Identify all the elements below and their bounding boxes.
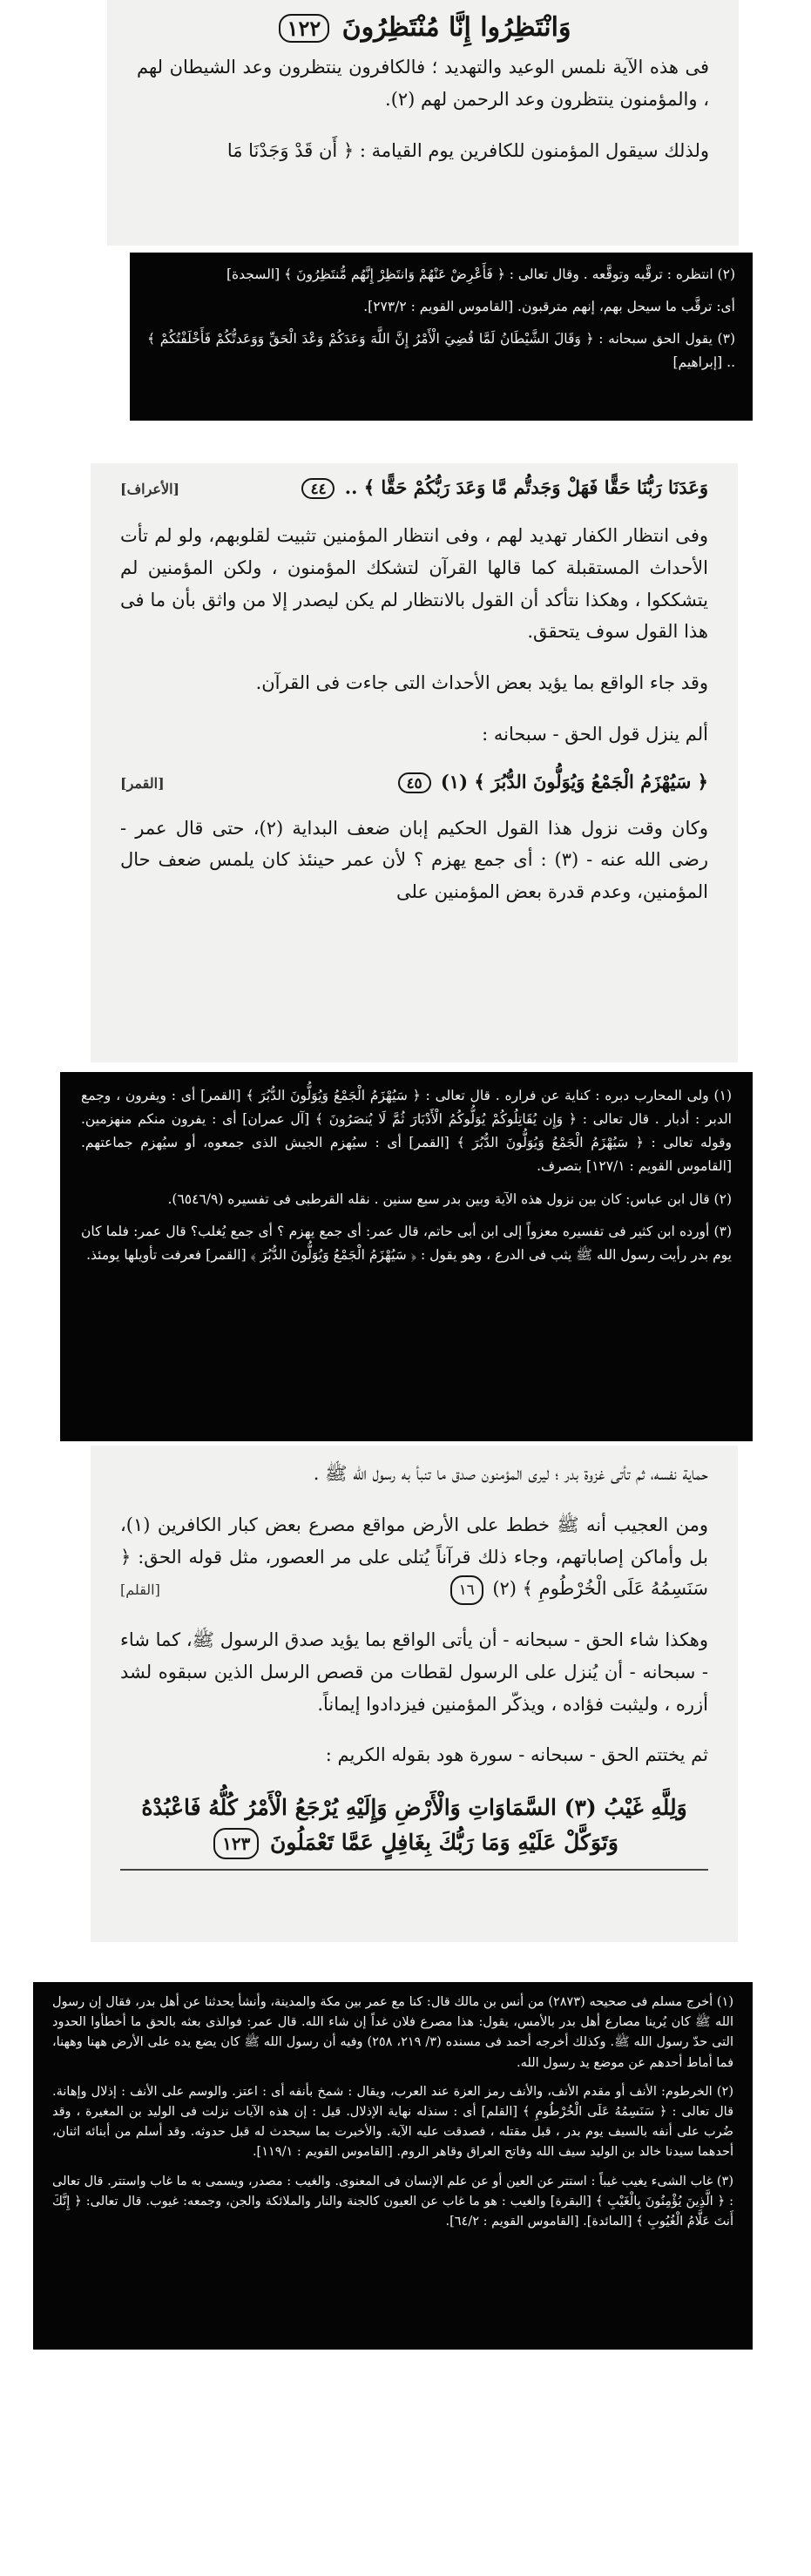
closing-verse: وَلِلَّهِ غَيْبُ (٣) السَّمَاوَاتِ وَالْأَرْضِ وَإِلَيْهِ يُرْجَعُ الْأَمْرُ كُلُّهُ فَاعْبُدْهُ وَتَوَكَّلْ عَلَيْهِ وَمَا رَبُّكَ بِغَافِلٍ عَمَّا تَعْمَلُونَ ١٢٣: [120, 1790, 708, 1860]
paragraph: ثم يختتم الحق - سبحانه - سورة هود بقوله الكريم :: [325, 1744, 708, 1766]
footnote: (٣) أورده ابن كثير فى تفسيره معزواً إلى ابن أبى حاتم، قال عمر: أى جمع يهزم ؟ أى جمع يُغلب؟ قال عمر: فلما كان يوم بدر رأيت رسول الله ﷺ يثب فى الدرع ، وهو يقول : ﴿ سَيُهْزَمُ الْجَمْعُ وَيُوَلُّونَ الدُّبُرَ ﴾ [القمر] فعرفت تأويلها يومئذ.: [81, 1223, 732, 1263]
verse-line: وَعَدَنَا رَبُّنَا حَقًّا فَهَلْ وَجَدتُّم مَّا وَعَدَ رَبُّكُمْ حَقًّا ﴾ .. ٤٤ [الأعراف]: [120, 476, 708, 498]
paragraph: فى هذه الآية نلمس الوعيد والتهديد ؛ فالكافرون ينتظرون وعد الشيطان لهم ، والمؤمنون ينتظرون وعد الرحمن لهم (٢).: [137, 57, 709, 110]
surah-reference: [الأعراف]: [120, 481, 180, 497]
page-scan-middle: [91, 463, 738, 1062]
verse-number: ١٢٣: [213, 1828, 259, 1859]
footnote: (٢) قال ابن عباس: كان بين نزول هذه الآية وبين بدر سبع سنين . نقله القرطبى فى تفسيره (٦٥٤٦/٩).: [167, 1190, 732, 1207]
verse-number: ١٦: [450, 1575, 483, 1604]
verse-heading: وَانْتَظِرُوا إِنَّا مُنْتَظِرُونَ ١٢٢: [137, 12, 709, 43]
page-scan-bottom: [91, 1446, 738, 1942]
footnote: أى: ترقَّب ما سيحل بهم، إنهم مترقبون. [القاموس القويم : ٢٧٣/٢].: [363, 299, 735, 315]
paragraph: وكان وقت نزول هذا القول الحكيم إبان ضعف البداية (٢)، حتى قال عمر - رضى الله عنه - (٣) : أى جمع يهزم ؟ لأن عمر حينئذ كان يلمس ضعف حال المؤمنين، وعدم قدرة بعض المؤمنين على: [120, 817, 709, 902]
footnotes-box: [60, 1072, 753, 1441]
paragraph: حماية نفسه، ثم تأتى غزوة بدر ؛ ليرى المؤمنون صدق ما تنبأ به رسول الله ﷺ .: [313, 1463, 708, 1484]
page-scan-top: [107, 0, 739, 246]
surah-reference: [القلم]: [120, 1581, 160, 1599]
paragraph: وفى انتظار الكفار تهديد لهم ، وفى انتظار المؤمنين تثبيت لقلوبهم، ولو لم تأت الأحداث المستقبلة كما قالها القرآن لتشكك المؤمنون ، ولكن المؤمنين لم يتشككوا ، وهكذا نتأكد أن القول بالانتظار لم يكن ليصدر إلا من واثق بأن ما فى هذا القول سوف يتحقق.: [120, 525, 708, 643]
paragraph: ألم ينزل قول الحق - سبحانه :: [482, 723, 708, 745]
footnote: (٢) الخرطوم: الأنف أو مقدم الأنف، والأنف رمز العزة عند العرب، ويقال : شمخ بأنفه أى : اعتز. والوسم على الأنف : إذلال وإهانة. قال تعالى : ﴿ سَنَسِمُهُ عَلَى الْخُرْطُومِ ﴾ [القلم] أى : سنذله نهاية الإذلال. قيل : إن هذه الآيات نزلت فى الوليد بن المغيرة ، وقد ضُرب على أنفه بالسيف يوم بدر ، قبل مقتله ، فصدقت عليه الآية. والأخبرت بما سيحدث له قبل حدوثه. وقد أسلم من أبنائه اثنان، أحدهما سيدنا خالد بن الوليد سيف الله وفاتح العراق وقاهر الروم. [القاموس القويم : ١١٩/١].: [52, 2084, 733, 2160]
footnote: (١) ولى المحارب دبره : كناية عن فراره . قال تعالى : ﴿ سَيُهْزَمُ الْجَمْعُ وَيُوَلُّونَ الدُّبُرَ ﴾ [القمر] أى : ويفرون ، وجمع الدبر : أدبار . قال تعالى : ﴿ وَإِن يُقَاتِلُوكُمْ يُوَلُّوكُمُ الْأَدْبَارَ ثُمَّ لَا يُنصَرُونَ ﴾ [آل عمران] أى : يفرون منكم منهزمين. وقوله تعالى : ﴿ سَيُهْزَمُ الْجَمْعُ وَيُوَلُّونَ الدُّبُرَ ﴾ [القمر] أى : سيُهزم الجيش الذى جمعوه، أو سيُهزم جماعتهم. [القاموس القويم : ١٢٧/١] بتصرف.: [81, 1088, 732, 1175]
paragraph: ولذلك سيقول المؤمنون للكافرين يوم القيامة : ﴿ أَن قَدْ وَجَدْنَا مَا: [226, 139, 709, 161]
surah-reference: [القمر]: [120, 774, 165, 792]
paragraph: وهكذا شاء الحق - سبحانه - أن يأتى الواقع بما يؤيد صدق الرسول ﷺ، كما شاء - سبحانه - أن يُنزل على الرسول لقطات من قصص الرسل الذين سبقوه لشد أزره ، وليثبت فؤاده ، ويذكّر المؤمنين فيزدادوا إيماناً.: [120, 1629, 708, 1715]
paragraph: ومن العجيب أنه ﷺ خطط على الأرض مواقع مصرع بعض كبار الكافرين (١)، بل وأماكن إصاباتهم، وجاء ذلك قرآناً يُتلى على مر العصور، مثل قوله الحق: ﴿ سَنَسِمُهُ عَلَى الْخُرْطُومِ ﴾ (٢) ١٦ [القلم]: [120, 1509, 708, 1605]
footnote: (٢) انتظره : ترقَّبه وتوقَّعه . وقال تعالى : ﴿ فَأَعْرِضْ عَنْهُمْ وَانتَظِرْ إِنَّهُم مُّنتَظِرُونَ ﴾ [السجدة]: [226, 266, 735, 282]
footnote-divider: [120, 1869, 708, 1871]
verse-number: ٤٥: [398, 772, 431, 793]
verse-number: ١٢٢: [279, 14, 330, 43]
footnotes-box: [130, 253, 753, 421]
footnote: (٣) غاب الشىء يغيب غيباً : استتر عن العين أو عن علم الإنسان فى المعنوى. والغيب : مصدر، ويسمى به ما غاب واستتر. قال تعالى : ﴿ الَّذِينَ يُؤْمِنُونَ بِالْغَيْبِ ﴾ [البقرة] والغيب : هو ما غاب عن العيون كالجنة والنار والملائكة والجن، وجمعه: غيوب. قال تعالى: ﴿ إِنَّكَ أَنتَ عَلَّامُ الْغُيُوبِ ﴾ [المائدة]. [القاموس القويم : ٦٤/٢].: [52, 2174, 733, 2229]
footnote: (١) أخرج مسلم فى صحيحه (٢٨٧٣) من أنس بن مالك قال: كنا مع عمر بين مكة والمدينة، وأنشأ يحدثنا عن أهل بدر، فقال إن رسول الله ﷺ كان يُرينا مصارع أهل بدر بالأمس، يقول: هذا مصرع فلان غداً إن شاء الله. قال عمر: فوالذى بعثه بالحق ما أخطأوا الحدود التى حدّ رسول الله ﷺ. وكذلك أخرجه أحمد فى مسنده (٣/ ٢١٩، ٢٥٨) وفيه أن رسول الله ﷺ كان يضع يده على الأرض ههنا وههنا، فما أماط أحدهم عن موضع يد رسول الله.: [52, 1995, 734, 2070]
verse-line: ﴿ سَيُهْزَمُ الْجَمْعُ وَيُوَلُّونَ الدُّبُرَ ﴾ (١) ٤٥ [القمر]: [120, 770, 708, 792]
footnotes-box: [33, 1982, 753, 2350]
verse-number: ٤٤: [301, 478, 335, 499]
paragraph: وقد جاء الواقع بما يؤيد بعض الأحداث التى جاءت فى القرآن.: [255, 672, 708, 693]
footnote: (٣) يقول الحق سبحانه : ﴿ وَقَالَ الشَّيْطَانُ لَمَّا قُضِيَ الْأَمْرُ إِنَّ اللَّهَ وَعَدَكُمْ وَعْدَ الْحَقِّ وَوَعَدتُّكُمْ فَأَخْلَفْتُكُمْ ﴾ .. [إبراهيم]: [147, 331, 735, 371]
